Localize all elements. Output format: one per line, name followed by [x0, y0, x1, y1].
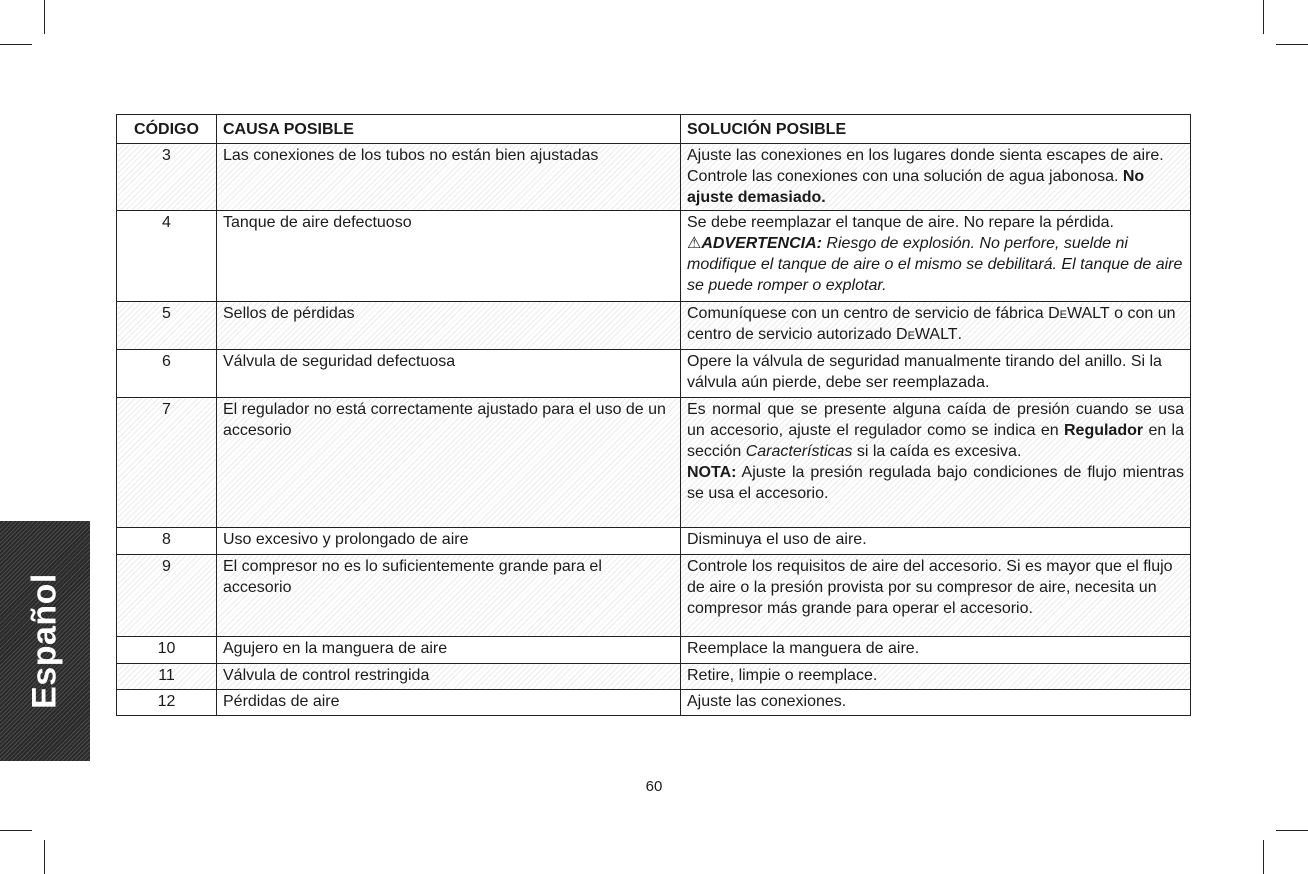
- solution-text: .: [957, 326, 963, 343]
- code-cell: 7: [117, 398, 217, 528]
- code-cell: 5: [117, 302, 217, 350]
- code-cell: 4: [117, 211, 217, 302]
- code-cell: 12: [117, 690, 217, 716]
- crop-mark: [1276, 830, 1308, 831]
- warning-icon: ⚠: [687, 235, 702, 252]
- warning-block: [687, 233, 1184, 296]
- table-header-row: [117, 115, 1191, 144]
- language-tab-label: Español: [25, 573, 64, 709]
- solution-cell: Opere la válvula de seguridad manualmente tirando del anillo. Si la válvula aún pierde, debe ser reemplazada.: [681, 350, 1191, 398]
- solution-cell: Ajuste las conexiones.: [681, 690, 1191, 716]
- note-label: NOTA:: [687, 464, 737, 481]
- solution-text: Se debe reemplazar el tanque de aire. No repare la pérdida.: [687, 214, 1114, 231]
- solution-emphasis: Regulador: [1063, 422, 1144, 439]
- crop-mark: [44, 840, 45, 874]
- table-row: [117, 350, 1191, 398]
- brand-name: DeWALT: [896, 326, 958, 343]
- cause-cell: Válvula de seguridad defectuosa: [217, 350, 681, 398]
- language-tab: [0, 521, 90, 761]
- solution-text: Comuníquese con un centro de servicio de fábrica: [687, 305, 1044, 322]
- crop-mark: [0, 44, 32, 45]
- cause-cell: Válvula de control restringida: [217, 664, 681, 690]
- cause-cell: Sellos de pérdidas: [217, 302, 681, 350]
- solution-cell: Controle los requisitos de aire del accesorio. Si es mayor que el flujo de aire o la presión provista por su compresor de aire, necesita un compresor más grande para operar el accesorio.: [681, 555, 1191, 637]
- table-row: [117, 528, 1191, 555]
- header-solution: SOLUCIÓN POSIBLE: [681, 115, 1191, 144]
- table-row: [117, 664, 1191, 690]
- crop-mark: [1263, 0, 1264, 34]
- page-number: 60: [645, 778, 663, 795]
- code-cell: 8: [117, 528, 217, 555]
- solution-cell: Disminuya el uso de aire.: [681, 528, 1191, 555]
- crop-mark: [1263, 840, 1264, 874]
- code-cell: 3: [117, 144, 217, 211]
- solution-text: o con un centro de servicio autorizado: [687, 305, 1176, 343]
- table-row: [117, 144, 1191, 211]
- table-row: [117, 211, 1191, 302]
- warning-text: Riesgo de explosión. No perfore, suelde ni modifique el tanque de aire o el mismo se debilitará. El tanque de aire se puede romper o explotar.: [687, 235, 1183, 294]
- table-row: [117, 398, 1191, 528]
- cause-cell: Pérdidas de aire: [217, 690, 681, 716]
- table-row: [117, 555, 1191, 637]
- solution-paragraph: [687, 399, 1184, 462]
- code-cell: 6: [117, 350, 217, 398]
- solution-cell: Retire, limpie o reemplace.: [681, 664, 1191, 690]
- code-cell: 9: [117, 555, 217, 637]
- brand-name: DeWALT: [1048, 305, 1110, 322]
- solution-emphasis: No ajuste demasiado.: [687, 168, 1145, 206]
- crop-mark: [1276, 44, 1308, 45]
- solution-cell: [681, 302, 1191, 350]
- table-row: [117, 690, 1191, 716]
- solution-text: Es normal que se presente alguna caída de presión cuando se usa un accesorio, ajuste el regulador como se indica en: [687, 401, 1184, 439]
- crop-mark: [44, 0, 45, 34]
- solution-cell: [681, 211, 1191, 302]
- solution-text: Ajuste las conexiones en los lugares donde sienta escapes de aire. Controle las conexiones con una solución de agua jabonosa.: [687, 147, 1164, 185]
- table-row: [117, 637, 1191, 664]
- cause-cell: El regulador no está correctamente ajustado para el uso de un accesorio: [217, 398, 681, 528]
- table-row: [117, 302, 1191, 350]
- solution-text: en la sección: [687, 422, 1185, 460]
- code-cell: 10: [117, 637, 217, 664]
- header-code: CÓDIGO: [117, 115, 217, 144]
- warning-label: ADVERTENCIA:: [701, 235, 822, 252]
- solution-text: si la caída es excesiva.: [856, 443, 1022, 460]
- cause-cell: Agujero en la manguera de aire: [217, 637, 681, 664]
- solution-cell: Reemplace la manguera de aire.: [681, 637, 1191, 664]
- crop-mark: [0, 830, 32, 831]
- solution-cell: [681, 144, 1191, 211]
- troubleshooting-table: [116, 114, 1191, 716]
- cause-cell: Tanque de aire defectuoso: [217, 211, 681, 302]
- solution-italic: Características: [745, 443, 853, 460]
- code-cell: 11: [117, 664, 217, 690]
- solution-cell: [681, 398, 1191, 528]
- note-text: Ajuste la presión regulada bajo condiciones de flujo mientras se usa el accesorio.: [687, 464, 1185, 502]
- header-cause: CAUSA POSIBLE: [217, 115, 681, 144]
- cause-cell: El compresor no es lo suficientemente grande para el accesorio: [217, 555, 681, 637]
- note-paragraph: [687, 462, 1184, 504]
- cause-cell: Uso excesivo y prolongado de aire: [217, 528, 681, 555]
- cause-cell: Las conexiones de los tubos no están bien ajustadas: [217, 144, 681, 211]
